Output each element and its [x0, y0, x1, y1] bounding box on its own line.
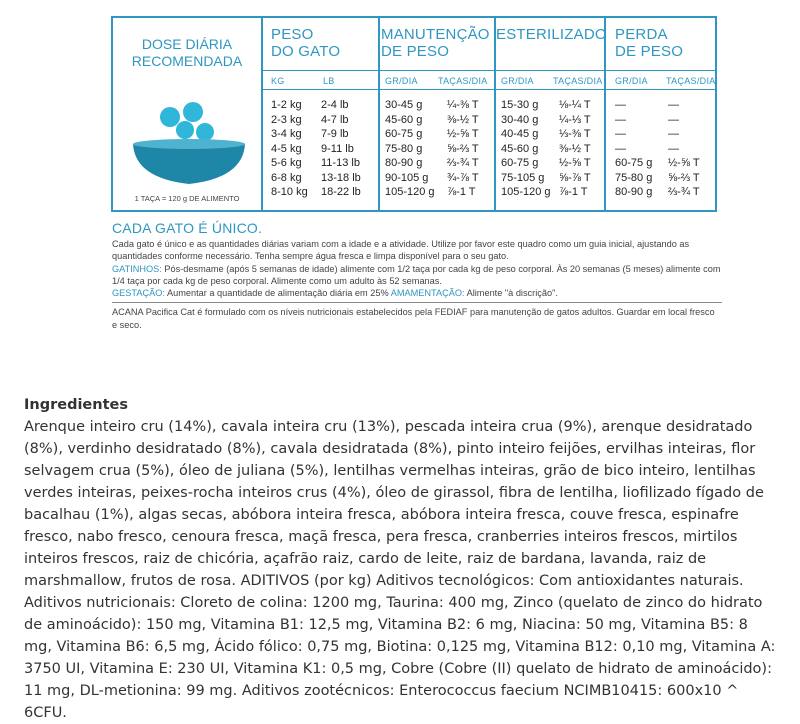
cell-e-gr: 60-75 g: [501, 157, 539, 169]
cell-m-t: ¼-⅜ T: [447, 99, 479, 111]
table-row: [113, 171, 713, 186]
cell-p-t: ⅝-⅔ T: [668, 171, 700, 184]
cell-m-t: ½-⅝ T: [447, 128, 479, 140]
cell-lb: 7-9 lb: [321, 128, 349, 140]
notes-divider: [112, 302, 722, 303]
table-body: [113, 98, 713, 200]
cell-m-t: ⅜-½ T: [447, 113, 479, 126]
gestacao-label: GESTAÇÃO:: [112, 288, 165, 299]
table-row: [113, 127, 713, 142]
cell-lb: 2-4 lb: [321, 99, 349, 111]
ingredients-heading: Ingredientes: [24, 397, 128, 413]
cell-e-gr: 75-105 g: [501, 171, 545, 184]
cell-p-gr: —: [615, 113, 626, 126]
cell-e-t: ⅝-⅞ T: [559, 171, 591, 184]
cell-e-t: ⅛-¼ T: [559, 99, 591, 111]
cell-p-t: —: [668, 113, 679, 126]
notes-gatinhos: [112, 263, 722, 288]
ingredients-section: [24, 394, 776, 724]
cell-e-gr: 40-45 g: [501, 128, 539, 140]
cell-kg: 5-6 kg: [271, 157, 302, 169]
table-row: [113, 98, 713, 113]
cell-m-t: ⅔-¾ T: [447, 157, 479, 169]
cell-m-gr: 45-60 g: [385, 113, 423, 126]
cell-p-gr: 80-90 g: [615, 186, 653, 198]
cell-e-t: ¼-⅓ T: [559, 113, 591, 126]
cell-kg: 2-3 kg: [271, 113, 302, 126]
cell-e-t: ½-⅝ T: [559, 157, 591, 169]
cell-lb: 11-13 lb: [321, 157, 360, 169]
amamentacao-text: Alimente "à discrição".: [464, 288, 558, 299]
dose-title: DOSE DIÁRIA RECOMENDADA: [131, 36, 243, 69]
cell-e-gr: 30-40 g: [501, 113, 539, 126]
cell-kg: 8-10 kg: [271, 186, 308, 198]
notes-intro: Cada gato é único e as quantidades diárias variam com a idade e a atividade. Utilize por favor este quadro como um guia inicial, ajustando as quantidades conforme necessário. Tenha sempre água fresca e limpa disponível para o seu gato.: [112, 239, 690, 262]
cell-p-gr: —: [615, 142, 626, 155]
amamentacao-label: AMAMENTAÇÃO:: [390, 288, 465, 299]
sub-p-gr: GR/DIA: [615, 76, 648, 86]
cell-p-t: —: [668, 99, 679, 111]
cell-lb: 18-22 lb: [321, 186, 361, 198]
cell-lb: 4-7 lb: [321, 113, 349, 126]
gatinhos-label: GATINHOS:: [112, 263, 162, 274]
notes-gestacao: [112, 287, 722, 299]
cell-m-gr: 60-75 g: [385, 128, 423, 140]
notes-section: [112, 220, 722, 331]
table-row: [113, 185, 713, 200]
sub-e-t: TAÇAS/DIA: [553, 76, 603, 86]
cell-kg: 3-4 kg: [271, 128, 302, 140]
notes-footer: ACANA Pacifica Cat é formulado com os níveis nutricionais estabelecidos pela FEDIAF para manutenção de gatos adultos. Guardar em local fresco e seco.: [112, 307, 715, 330]
cell-m-t: ⅞-1 T: [447, 186, 476, 198]
sub-m-t: TAÇAS/DIA: [438, 76, 488, 86]
sub-e-gr: GR/DIA: [501, 76, 534, 86]
cell-e-gr: 45-60 g: [501, 142, 539, 155]
sub-p-t: TAÇAS/DIA: [666, 76, 716, 86]
cell-e-t: ⅜-½ T: [559, 142, 591, 155]
cell-p-gr: —: [615, 99, 626, 111]
cell-e-t: ⅞-1 T: [559, 186, 588, 198]
table-row: [113, 113, 713, 128]
sub-kg: KG: [271, 76, 285, 86]
cell-lb: 9-11 lb: [321, 142, 354, 155]
table-row: [113, 156, 713, 171]
cell-p-t: ½-⅝ T: [668, 157, 700, 169]
subheader-rule: [263, 89, 715, 90]
cell-m-t: ¾-⅞ T: [447, 171, 479, 184]
esterilizado-title: ESTERILIZADO: [496, 26, 607, 43]
dose-caption: 1 TAÇA = 120 g DE ALIMENTO: [134, 194, 240, 203]
cell-m-gr: 80-90 g: [385, 157, 423, 169]
cell-kg: 6-8 kg: [271, 171, 302, 184]
cell-m-t: ⅝-⅔ T: [447, 142, 479, 155]
cell-kg: 4-5 kg: [271, 142, 302, 155]
sub-m-gr: GR/DIA: [385, 76, 418, 86]
cell-m-gr: 105-120 g: [385, 186, 435, 198]
cell-m-gr: 30-45 g: [385, 99, 423, 111]
cell-lb: 13-18 lb: [321, 171, 361, 184]
cell-p-t: —: [668, 128, 679, 140]
cell-m-gr: 75-80 g: [385, 142, 423, 155]
ingredients-text: Arenque inteiro cru (14%), cavala inteira cru (13%), pescada inteira crua (9%), arenque desidratado (8%), verdinho desidratado (8%), cavala desidratada (8%), pinto inteiro feijões, ervilhas inteiras, flor selvagem crua (5%), óleo de juliana (5%), lentilhas vermelhas inteiras, grão de bico inteiro, lentilhas verdes inteiras, peixes-rocha inteiros crus (4%), óleo de girassol, fibra de lentilha, liofilizado fígado de bacalhau (1%), algas secas, abóbora inteira fresca, abóbora inteira fresca, couve fresca, espinafre fresco, nabo fresco, cenoura fresca, maçã fresca, pera fresca, cranberries inteiros frescos, mirtilos inteiros frescos, raiz de chicória, açafrão raiz, cardo de leite, raiz de bardana, lavanda, raiz de marshmallow, frutos de rosa. ADITIVOS (por kg) Aditivos tecnológicos: Com antioxidantes naturais. Aditivos nutricionais: Cloreto de colina: 1200 mg, Taurina: 400 mg, Zinco (quelato de zinco do hidrato de aminoácido): 150 mg, Vitamina B1: 12,5 mg, Vitamina B2: 6 mg, Niacina: 50 mg, Vitamina B5: 8 mg, Vitamina B6: 6,5 mg, Ácido fólico: 0,75 mg, Biotina: 0,125 mg, Vitamina B12: 0,10 mg, Vitamina A: 3750 UI, Vitamina E: 230 UI, Vitamina K1: 0,5 mg, Cobre (Cobre (II) quelato de hidrato de aminoácido): 11 mg, DL-metionina: 99 mg. Aditivos zootécnicos: Enterococcus faecium NCIMB10415: 600x10 ^ 6CFU.: [24, 419, 776, 721]
manutencao-title: MANUTENÇÃO DE PESO: [381, 26, 490, 60]
cell-m-gr: 90-105 g: [385, 171, 429, 184]
feeding-guide-table: [111, 16, 717, 212]
table-row: [113, 142, 713, 157]
peso-title: PESO DO GATO: [271, 26, 341, 60]
cell-p-gr: 60-75 g: [615, 157, 653, 169]
notes-title: CADA GATO É ÚNICO.: [112, 220, 263, 236]
sub-lb: LB: [323, 76, 335, 86]
cell-p-gr: 75-80 g: [615, 171, 653, 184]
cell-kg: 1-2 kg: [271, 99, 302, 111]
gestacao-text: Aumentar a quantidade de alimentação diária em 25%: [164, 288, 391, 299]
cell-p-t: —: [668, 142, 679, 155]
cell-e-gr: 15-30 g: [501, 99, 539, 111]
cell-e-t: ⅓-⅜ T: [559, 128, 591, 140]
cell-p-t: ⅔-¾ T: [668, 186, 700, 198]
cell-e-gr: 105-120 g: [501, 186, 551, 198]
cell-p-gr: —: [615, 128, 626, 140]
perda-title: PERDA DE PESO: [615, 26, 684, 60]
header-rule: [263, 70, 715, 71]
gatinhos-text: Pós-desmame (após 5 semanas de idade) alimente com 1/2 taça por cada kg de peso corporal. Às 20 semanas (5 meses) alimente com 1/4 taça por cada kg de peso corporal. Alimente como um adulto às 52 semanas.: [112, 263, 721, 286]
